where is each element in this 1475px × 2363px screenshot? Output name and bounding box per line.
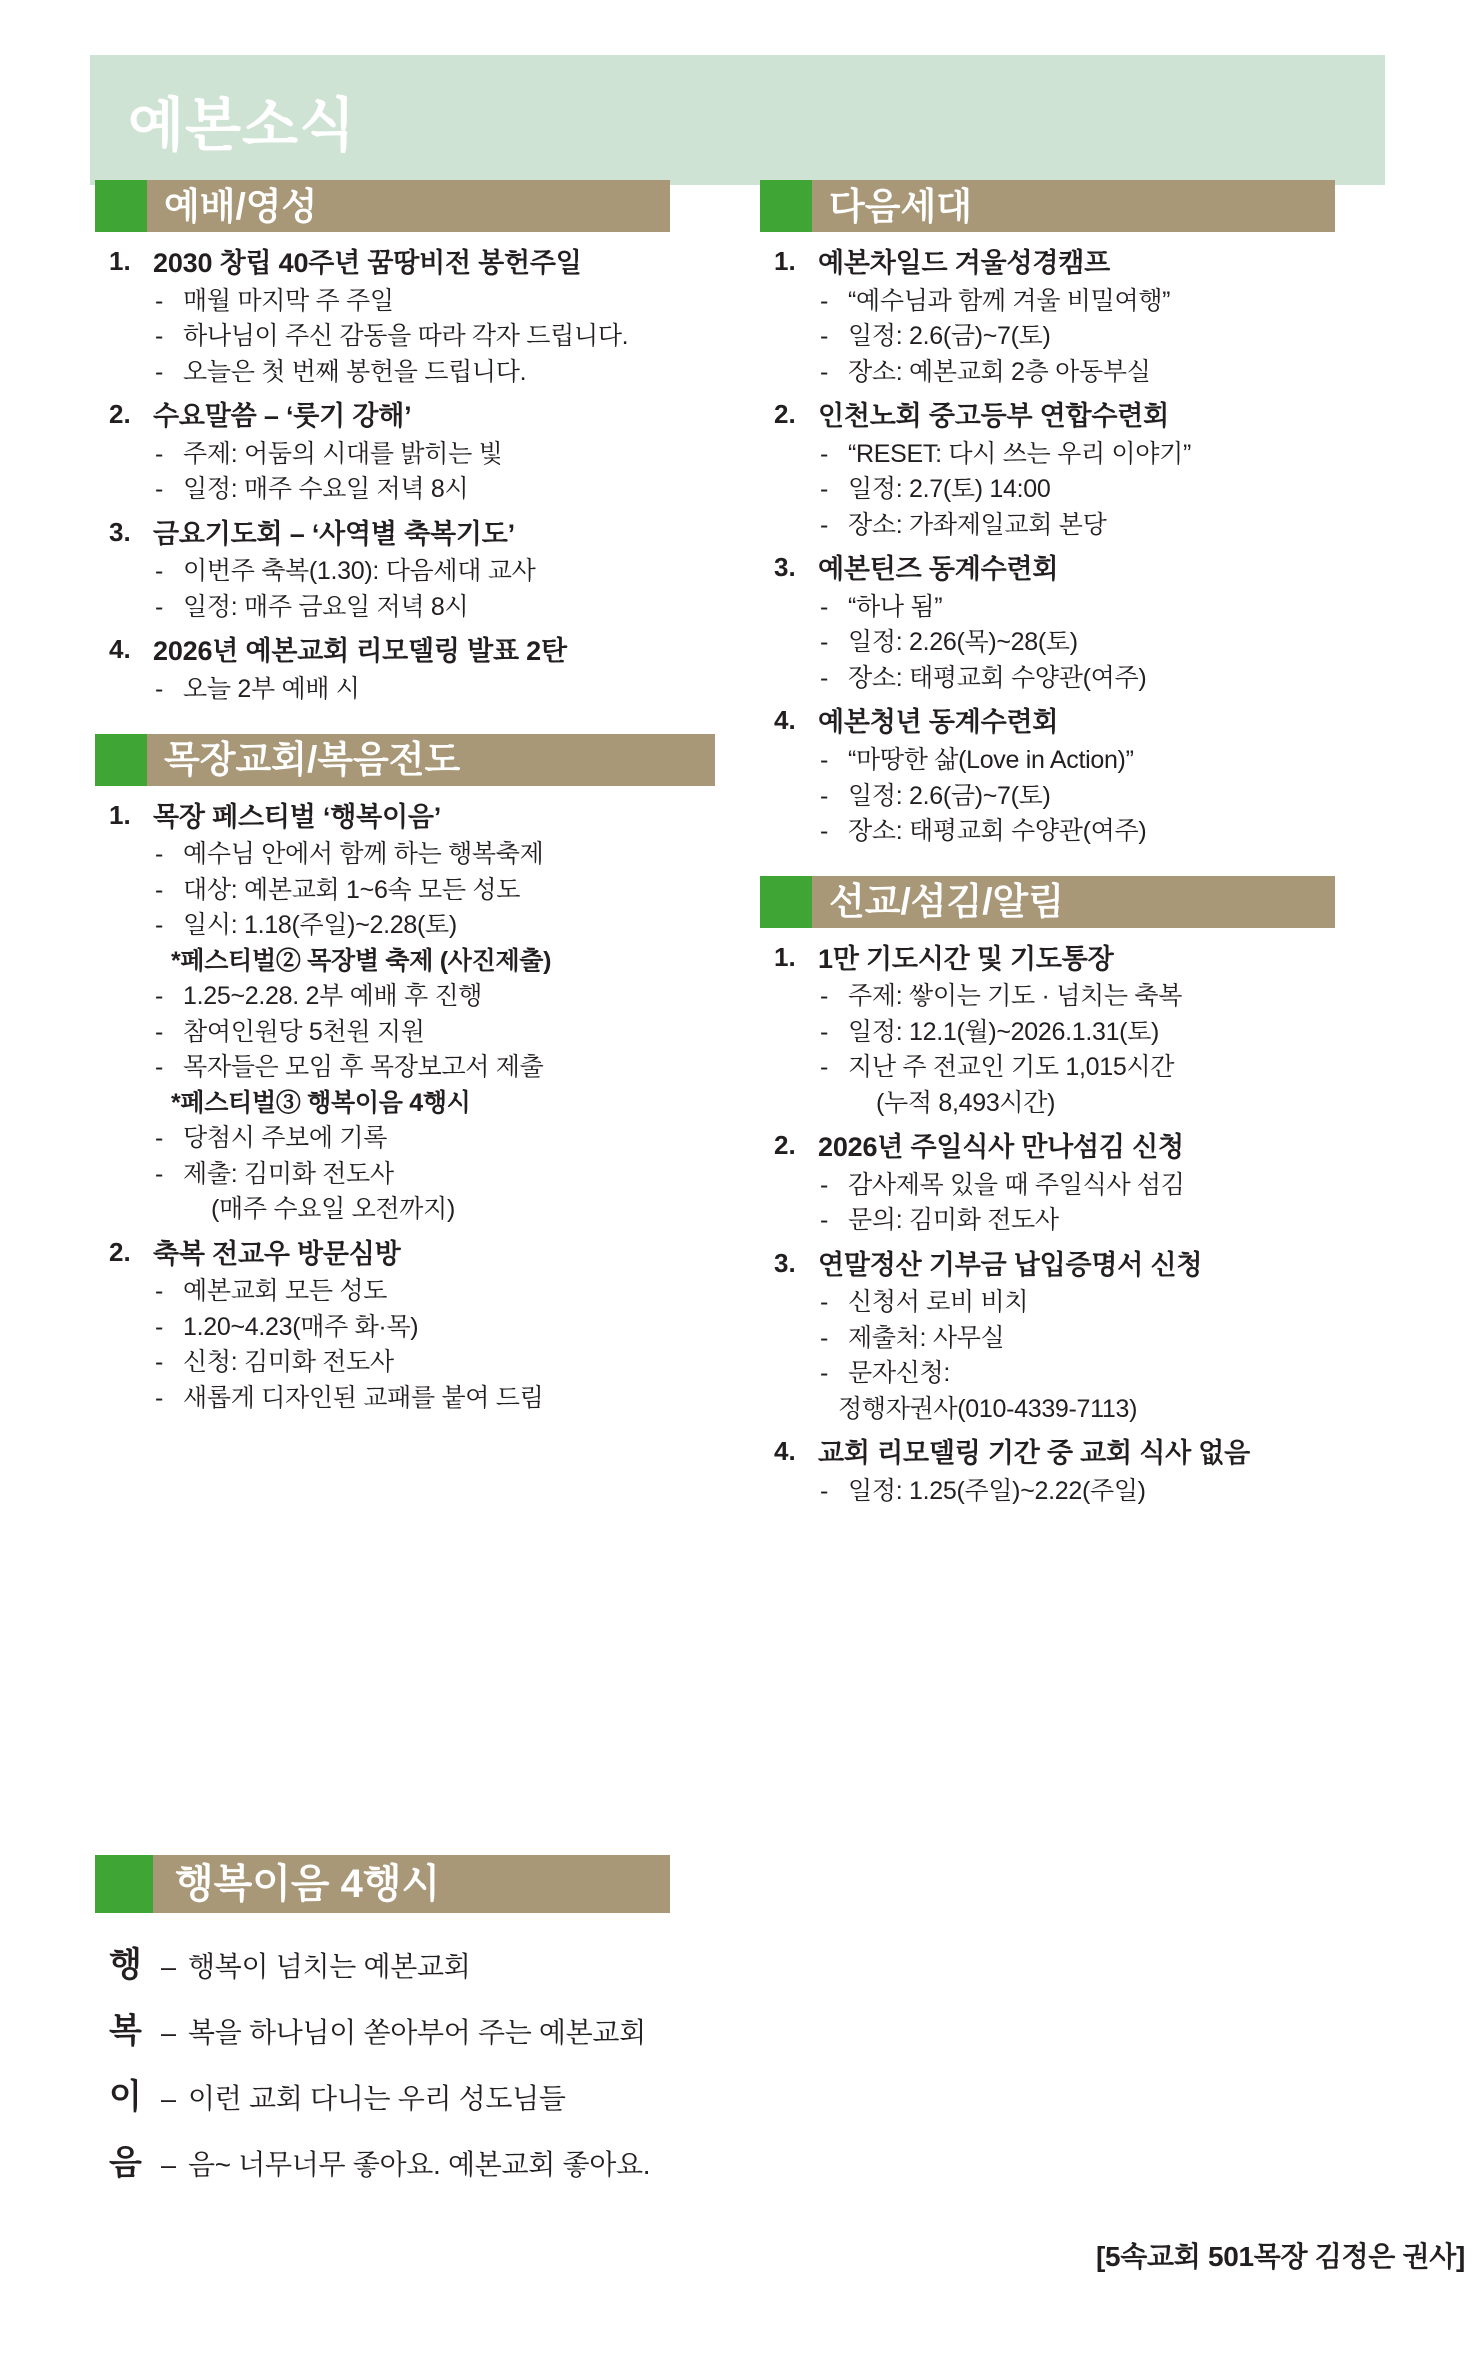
dash-marker-icon: - (820, 592, 829, 621)
item-number: 2. (109, 1236, 131, 1267)
sub-list (153, 554, 745, 625)
item-list-worship (95, 246, 745, 708)
sub-item: - 예수님 안에서 함께 하는 행복축제 (153, 837, 745, 873)
sub-list (153, 837, 745, 1228)
item-list-mission (760, 942, 1410, 1510)
list-item (760, 705, 1410, 849)
section-header-mokjang (95, 734, 715, 786)
dash-marker-icon: – (161, 1952, 177, 1982)
item-number: 4. (774, 705, 796, 736)
square-marker-icon (95, 1855, 153, 1913)
section-header-mission (760, 876, 1335, 928)
sub-item-heading: *페스티벌③ 행복이음 4행시 (171, 1088, 471, 1117)
list-item (95, 800, 745, 1228)
credit-line: [5속교회 501목장 김정은 권사] (1095, 2241, 1465, 2272)
item-title: 2026년 주일식사 만나섬김 신청 (818, 1132, 1184, 1163)
dash-marker-icon: - (155, 1053, 164, 1082)
sub-item: - 제출처: 사무실 (818, 1321, 1410, 1357)
dash-marker-icon: - (820, 1323, 829, 1352)
list-item (95, 399, 745, 508)
dash-marker-icon: - (155, 675, 164, 703)
sub-list (153, 672, 745, 708)
acrostic-text: 행복이 넘치는 예본교회 (188, 1951, 471, 1982)
dash-marker-icon: - (155, 557, 164, 586)
section-header-acrostic (95, 1855, 670, 1913)
dash-marker-icon: - (820, 817, 829, 845)
item-title: 예본틴즈 동계수련회 (818, 554, 1059, 585)
sub-list (818, 1474, 1410, 1510)
sub-item: - 감사제목 있을 때 주일식사 섬김 (818, 1168, 1410, 1204)
page-title: 예본소식 (128, 93, 357, 158)
sub-item: - 1.25~2.28. 2부 예배 후 진행 (153, 979, 745, 1015)
section-nextgen (760, 180, 1410, 850)
sub-item: - 주제: 쌓이는 기도 · 넘치는 축복 (818, 979, 1410, 1015)
list-item (760, 399, 1410, 543)
item-number: 2. (774, 399, 796, 430)
sub-list (818, 437, 1410, 544)
item-number: 3. (774, 1247, 796, 1278)
sub-item: - 지난 주 전교인 기도 1,015시간 (818, 1050, 1410, 1086)
sub-item: - 문의: 김미화 전도사 (818, 1203, 1410, 1239)
dash-marker-icon: – (161, 2084, 177, 2114)
dash-marker-icon: - (155, 439, 164, 468)
item-title: 금요기도회 – ‘사역별 축복기도’ (153, 518, 515, 549)
sub-item: 정행자권사(010-4339-7113) (838, 1394, 1138, 1423)
item-number: 1. (774, 246, 796, 276)
sub-item: - 일정: 2.6(금)~7(토) (818, 319, 1410, 355)
section-header-worship (95, 180, 670, 232)
section-mokjang (95, 734, 745, 1417)
dash-marker-icon: - (155, 1124, 164, 1153)
sub-item: - 이번주 축복(1.30): 다음세대 교사 (153, 554, 745, 590)
item-number: 4. (774, 1436, 796, 1467)
list-item (760, 552, 1410, 696)
acrostic-row (95, 1937, 1390, 1986)
sub-item: - 매월 마지막 주 주일 (153, 284, 745, 320)
item-title: 축복 전교우 방문심방 (153, 1238, 401, 1269)
acrostic-text: 복을 하나님이 쏟아부어 주는 예본교회 (188, 2017, 646, 2048)
section-worship (95, 180, 745, 708)
dash-marker-icon: - (820, 746, 829, 774)
item-list-nextgen (760, 246, 1410, 850)
acrostic-text: 이런 교회 다니는 우리 성도님들 (188, 2083, 566, 2114)
item-title: 2030 창립 40주년 꿈땅비전 봉헌주일 (153, 248, 582, 278)
dash-marker-icon: - (155, 1348, 164, 1377)
dash-marker-icon: - (820, 322, 829, 351)
sub-item: - 일정: 1.25(주일)~2.22(주일) (818, 1474, 1410, 1510)
sub-item: - 예본교회 모든 성도 (153, 1274, 745, 1310)
dash-marker-icon: - (155, 592, 164, 621)
sub-list (153, 1274, 745, 1416)
dash-marker-icon: - (820, 1053, 829, 1082)
dash-marker-icon: - (820, 1359, 829, 1388)
sub-item: - 1.20~4.23(매주 화·목) (153, 1310, 745, 1346)
item-title: 2026년 예본교회 리모델링 발표 2탄 (153, 636, 567, 667)
dash-marker-icon: - (155, 840, 164, 869)
dash-marker-icon: - (820, 1170, 829, 1199)
sub-item: - 문자신청: (818, 1356, 1410, 1392)
sub-item: - 장소: 예본교회 2층 아동부실 (818, 355, 1410, 391)
sub-item: - 하나님이 주신 감동을 따라 각자 드립니다. (153, 319, 745, 355)
dash-marker-icon: - (155, 1277, 164, 1306)
dash-marker-icon: - (820, 1288, 829, 1317)
dash-marker-icon: - (820, 1206, 829, 1235)
sub-item: - 일정: 2.26(목)~28(토) (818, 625, 1410, 661)
sub-list (818, 284, 1410, 391)
dash-marker-icon: - (155, 1312, 164, 1341)
sub-item: - 장소: 태평교회 수양관(여주) (818, 661, 1410, 697)
square-marker-icon (760, 876, 812, 928)
list-item (760, 1130, 1410, 1239)
dash-marker-icon: - (820, 510, 829, 539)
item-title: 수요말씀 – ‘룻기 강해’ (153, 401, 412, 432)
sub-item: - 목자들은 모임 후 목장보고서 제출 (153, 1050, 745, 1086)
item-number: 3. (774, 552, 796, 583)
acrostic-text: 음~ 너무너무 좋아요. 예본교회 좋아요. (188, 2149, 651, 2180)
sub-item: - 일정: 매주 수요일 저녁 8시 (153, 472, 745, 508)
section-header-nextgen (760, 180, 1335, 232)
section-title: 목장교회/복음전도 (164, 739, 461, 780)
acrostic-section (95, 1855, 1390, 2201)
sub-item: (누적 8,493시간) (876, 1088, 1056, 1117)
sub-item: - “마땅한 삶(Love in Action)” (818, 743, 1410, 779)
sub-item: - 신청: 김미화 전도사 (153, 1345, 745, 1381)
list-item (95, 1237, 745, 1417)
sub-item: - 참여인원당 5천원 지원 (153, 1015, 745, 1051)
item-number: 1. (109, 799, 131, 830)
dash-marker-icon: - (155, 475, 164, 504)
dash-marker-icon: - (820, 628, 829, 657)
dash-marker-icon: - (155, 357, 164, 386)
section-mission (760, 876, 1410, 1510)
item-number: 3. (109, 516, 131, 547)
dash-marker-icon: - (155, 1383, 164, 1412)
sub-item-heading: *페스티벌② 목장별 축제 (사진제출) (171, 946, 552, 975)
square-marker-icon (95, 734, 147, 786)
sub-item: - 신청서 로비 비치 (818, 1285, 1410, 1321)
dash-marker-icon: - (820, 781, 829, 810)
dash-marker-icon: - (820, 475, 829, 504)
square-marker-icon (95, 180, 147, 232)
acrostic-key: 행 (109, 1946, 142, 1984)
sub-list (818, 1285, 1410, 1427)
sub-item: - 일정: 12.1(월)~2026.1.31(토) (818, 1015, 1410, 1051)
sub-item: (매주 수요일 오전까지) (211, 1195, 455, 1224)
item-list-mokjang (95, 800, 745, 1417)
item-number: 2. (109, 399, 131, 430)
sub-item: - 장소: 태평교회 수양관(여주) (818, 814, 1410, 850)
list-item (760, 1436, 1410, 1509)
square-marker-icon (760, 180, 812, 232)
dash-marker-icon: - (820, 357, 829, 386)
sub-item: - 당첨시 주보에 기록 (153, 1121, 745, 1157)
item-number: 2. (774, 1130, 796, 1161)
sub-item: - 오늘은 첫 번째 봉헌을 드립니다. (153, 355, 745, 391)
acrostic-key: 음 (109, 2144, 142, 2182)
list-item (760, 942, 1410, 1122)
acrostic-row (95, 2003, 1390, 2052)
section-title: 예배/영성 (164, 185, 318, 227)
dash-marker-icon: - (820, 1477, 829, 1505)
item-title: 연말정산 기부금 납입증명서 신청 (818, 1249, 1203, 1280)
list-item (95, 246, 745, 390)
item-title: 1만 기도시간 및 기도통장 (818, 943, 1114, 974)
section-title: 선교/섬김/알림 (829, 881, 1065, 922)
sub-item: - 대상: 예본교회 1~6속 모든 성도 (153, 873, 745, 909)
acrostic-list (95, 1937, 1390, 2184)
dash-marker-icon: - (820, 439, 829, 468)
dash-marker-icon: – (161, 2018, 177, 2048)
item-title: 교회 리모델링 기간 중 교회 식사 없음 (818, 1438, 1251, 1469)
sub-item: - 새롭게 디자인된 교패를 붙여 드림 (153, 1381, 745, 1417)
list-item (95, 517, 745, 626)
item-title: 인천노회 중고등부 연합수련회 (818, 401, 1170, 432)
item-number: 1. (109, 246, 131, 276)
sub-item: - “예수님과 함께 겨울 비밀여행” (818, 284, 1410, 320)
acrostic-key: 이 (109, 2078, 142, 2116)
acrostic-row (95, 2069, 1390, 2118)
sub-list (818, 1168, 1410, 1239)
sub-item: - 일정: 2.6(금)~7(토) (818, 779, 1410, 815)
dash-marker-icon: - (820, 286, 829, 315)
item-number: 1. (774, 941, 796, 972)
list-item (760, 246, 1410, 390)
left-column (95, 180, 745, 1425)
section-title: 다음세대 (829, 185, 972, 227)
list-item (95, 634, 745, 707)
sub-list (153, 284, 745, 391)
sub-item: - 장소: 가좌제일교회 본당 (818, 508, 1410, 544)
dash-marker-icon: – (161, 2150, 177, 2180)
item-title: 예본차일드 겨울성경캠프 (818, 248, 1111, 278)
section-title: 행복이음 4행시 (175, 1862, 441, 1906)
dash-marker-icon: - (155, 911, 164, 940)
sub-item: - 일정: 2.7(토) 14:00 (818, 472, 1410, 508)
sub-list (818, 743, 1410, 850)
sub-item: - 일시: 1.18(주일)~2.28(토) (153, 908, 745, 944)
list-item (760, 1248, 1410, 1428)
item-title: 예본청년 동계수련회 (818, 707, 1059, 738)
dash-marker-icon: - (155, 875, 164, 904)
dash-marker-icon: - (155, 286, 164, 315)
dash-marker-icon: - (155, 1159, 164, 1188)
dash-marker-icon: - (155, 322, 164, 351)
dash-marker-icon: - (820, 1017, 829, 1046)
sub-item: - “하나 됨” (818, 590, 1410, 626)
sub-item: - 주제: 어둠의 시대를 밝히는 빛 (153, 437, 745, 473)
item-title: 목장 페스티벌 ‘행복이음’ (153, 801, 442, 832)
item-number: 4. (109, 634, 131, 665)
sub-item: - 일정: 매주 금요일 저녁 8시 (153, 590, 745, 626)
sub-list (153, 437, 745, 508)
dash-marker-icon: - (820, 982, 829, 1011)
sub-item: - “RESET: 다시 쓰는 우리 이야기” (818, 437, 1410, 473)
dash-marker-icon: - (820, 663, 829, 692)
right-column (760, 180, 1410, 1519)
sub-item: - 제출: 김미화 전도사 (153, 1157, 745, 1193)
sub-list (818, 590, 1410, 697)
sub-list (818, 979, 1410, 1121)
dash-marker-icon: - (155, 1017, 164, 1046)
sub-item: - 오늘 2부 예배 시 (153, 672, 745, 708)
acrostic-key: 복 (109, 2012, 142, 2050)
dash-marker-icon: - (155, 982, 164, 1011)
acrostic-row (95, 2135, 1390, 2184)
